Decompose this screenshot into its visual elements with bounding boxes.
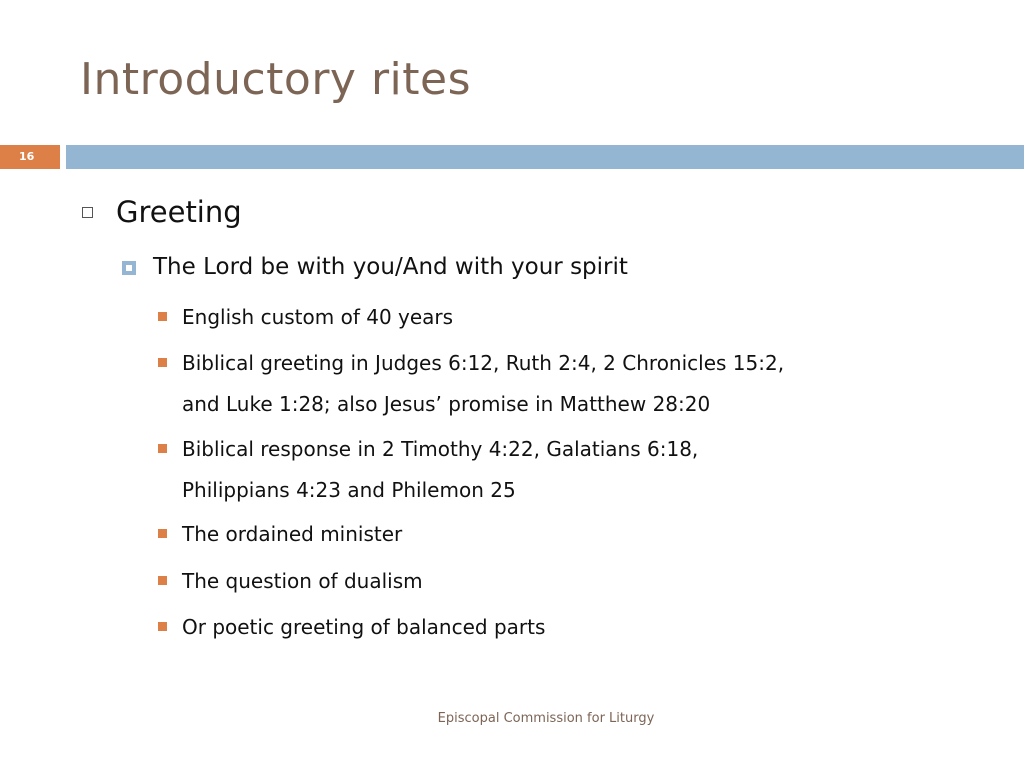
bullet-level3-text: English custom of 40 years <box>182 305 454 329</box>
filled-square-bullet-icon <box>158 529 167 538</box>
filled-square-bullet-icon <box>158 576 167 585</box>
slide-footer: Episcopal Commission for Liturgy <box>437 711 655 726</box>
bullet-level3-text: Biblical response in 2 Timothy 4:22, Galatians 6:18, <box>182 437 699 461</box>
framed-square-bullet-icon <box>122 261 136 275</box>
slide-title: Introductory rites <box>80 54 472 105</box>
filled-square-bullet-icon <box>158 358 167 367</box>
bullet-level3-text-continued: Philippians 4:23 and Philemon 25 <box>182 478 516 502</box>
hollow-square-bullet-icon <box>82 207 93 218</box>
bullet-level3-text: Or poetic greeting of balanced parts <box>182 615 546 639</box>
filled-square-bullet-icon <box>158 312 167 321</box>
bullet-level2-text: The Lord be with you/And with your spirit <box>153 254 628 280</box>
bullet-level1-text: Greeting <box>116 195 242 229</box>
slide-number: 16 <box>19 150 35 163</box>
bullet-level3-text: Biblical greeting in Judges 6:12, Ruth 2:4, 2 Chronicles 15:2, <box>182 351 785 375</box>
bullet-level3-text-continued: and Luke 1:28; also Jesus’ promise in Matthew 28:20 <box>182 392 711 416</box>
filled-square-bullet-icon <box>158 622 167 631</box>
bullet-level3-text: The ordained minister <box>182 522 403 546</box>
filled-square-bullet-icon <box>158 444 167 453</box>
bullet-level3-text: The question of dualism <box>182 569 423 593</box>
